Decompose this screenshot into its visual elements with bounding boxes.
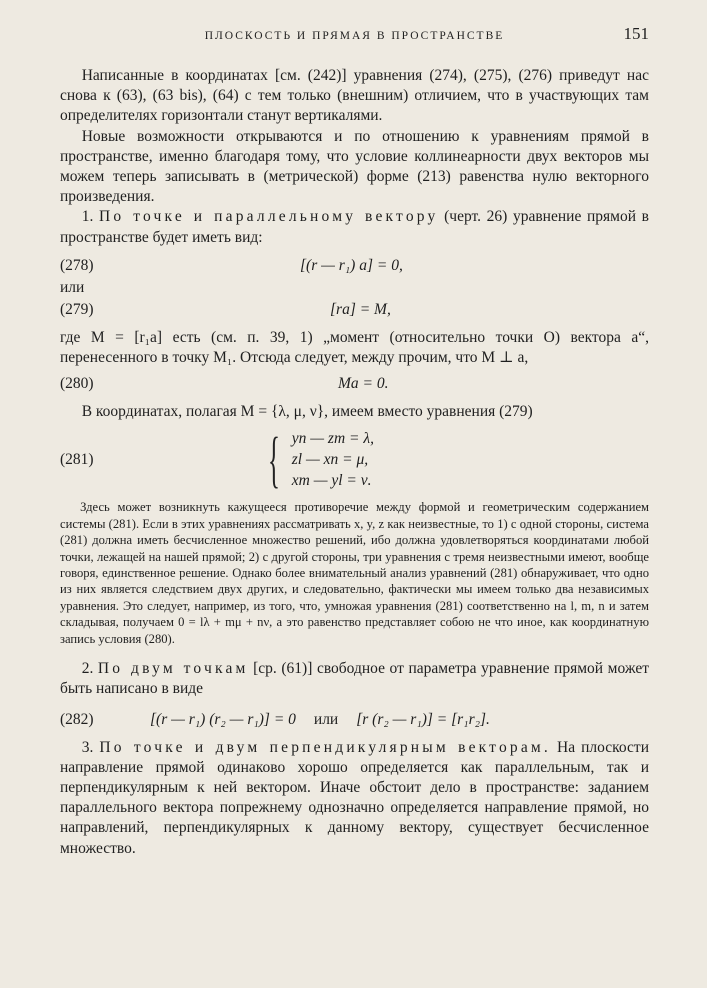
word-or: или [60, 278, 85, 296]
formula: Ma = 0. [338, 375, 389, 393]
formula: [(r — r₁) a] = 0, [300, 256, 403, 274]
equation-label: (278) [60, 256, 94, 274]
paragraph-7 [60, 738, 649, 859]
paragraph-3 [60, 207, 649, 247]
paragraph-1: Написанные в координатах [см. (242)] уравнения (274), (275), (276) приведут нас снова к (63), (63 bis), (64) с тем только (внешним) отличием, что в участвующих там определителях горизонтали станут вертикалями. [60, 67, 649, 125]
equation-label: (279) [60, 300, 94, 318]
page-number: 151 [623, 24, 649, 43]
item-number: 2. [81, 660, 98, 678]
paragraph-6-rest: [ср. (61)] свободное от параметра уравнение прямой может быть написано в виде [60, 660, 649, 698]
system-lines [292, 428, 374, 491]
paragraph-2: Новые возможности открываются и по отношению к уравнениям прямой в пространстве, именно благодаря тому, что условие коллинеарности двух векторов мы можем теперь записывать в (метрической) форме (213) равенства нулю векторного произведения. [60, 127, 649, 206]
formula: [ra] = M, [330, 300, 391, 318]
system-line: xm — yl = ν. [291, 472, 372, 490]
word-or: или [313, 710, 339, 728]
equation-279 [60, 298, 649, 322]
spaced-heading: По двум точкам [97, 660, 249, 678]
paragraph-3-rest: (черт. 26) уравнение прямой в пространстве будет иметь вид: [60, 208, 650, 246]
equation-282 [60, 708, 649, 732]
item-number: 3. [81, 738, 100, 756]
system-line: zl — xn = μ, [291, 451, 369, 469]
equation-label: (281) [60, 450, 94, 468]
equation-278 [60, 254, 649, 278]
paragraph-5: В координатах, полагая M = {λ, μ, ν}, имеем вместо уравнения (279) [81, 403, 533, 421]
equation-label: (280) [60, 375, 94, 393]
running-title: ПЛОСКОСТЬ И ПРЯМАЯ В ПРОСТРАНСТВЕ [204, 30, 505, 42]
paragraph-4: где M = [r₁a] есть (см. п. 39, 1) „момент (относительно точки O) вектора a“, перенесенного в точку M₁. Отсюда следует, между прочим, что M ⊥ a, [60, 328, 649, 367]
equation-label: (282) [60, 710, 94, 728]
formula-left: [(r — r₁) (r₂ — r₁)] = 0 [150, 710, 296, 728]
footnote-remark: Здесь может возникнуть кажущееся противоречие между формой и геометрическим содержанием системы (281). Если в этих уравнениях рассматривать x, y, z как неизвестные, то 1) с одной стороны, система (281) должна иметь бесчисленное множество решений, ибо должна удовлетворяться координатами любой точки, лежащей на нашей прямой; 2) с другой стороны, три уравнения с тремя неизвестными имеют, вообще говоря, единственное решение. Однако более внимательный анализ уравнений (281) обнаруживает, что одно из них является следствием двух других, и следовательно, фактически мы имеем только два независимых уравнения. Это следует, например, из того, что, умножая уравнения (281) соответственно на l, m, n и затем складывая, получаем 0 = lλ + mμ + nν, а это равенство представляет собою не что иное, как координатную запись условия (280). [60, 500, 649, 646]
spaced-heading: По точке и параллельному вектору [98, 208, 439, 226]
main-text [60, 66, 649, 859]
equation-280 [60, 372, 649, 396]
system-281 [60, 425, 649, 494]
item-number: 1. [81, 208, 99, 226]
page-header [60, 24, 649, 48]
paragraph-6 [60, 659, 649, 699]
formula-right: [r (r₂ — r₁)] = [r₁r₂]. [356, 710, 490, 728]
paragraph-7-rest: На плоскости направление прямой одинаково хорошо определяется как параллельным, так и перпендикулярным к ней вектором. Иначе обстоит дело в пространстве: заданием параллельного вектора попрежнему однозначно определяется направление прямой, но направлений, перпендикулярных к данному вектору, существует бесчисленное множество. [60, 738, 650, 857]
system-line: yn — zm = λ, [291, 430, 374, 448]
spaced-heading: По точке и двум перпендикулярным векторам. [99, 738, 552, 756]
brace: { [268, 425, 280, 494]
